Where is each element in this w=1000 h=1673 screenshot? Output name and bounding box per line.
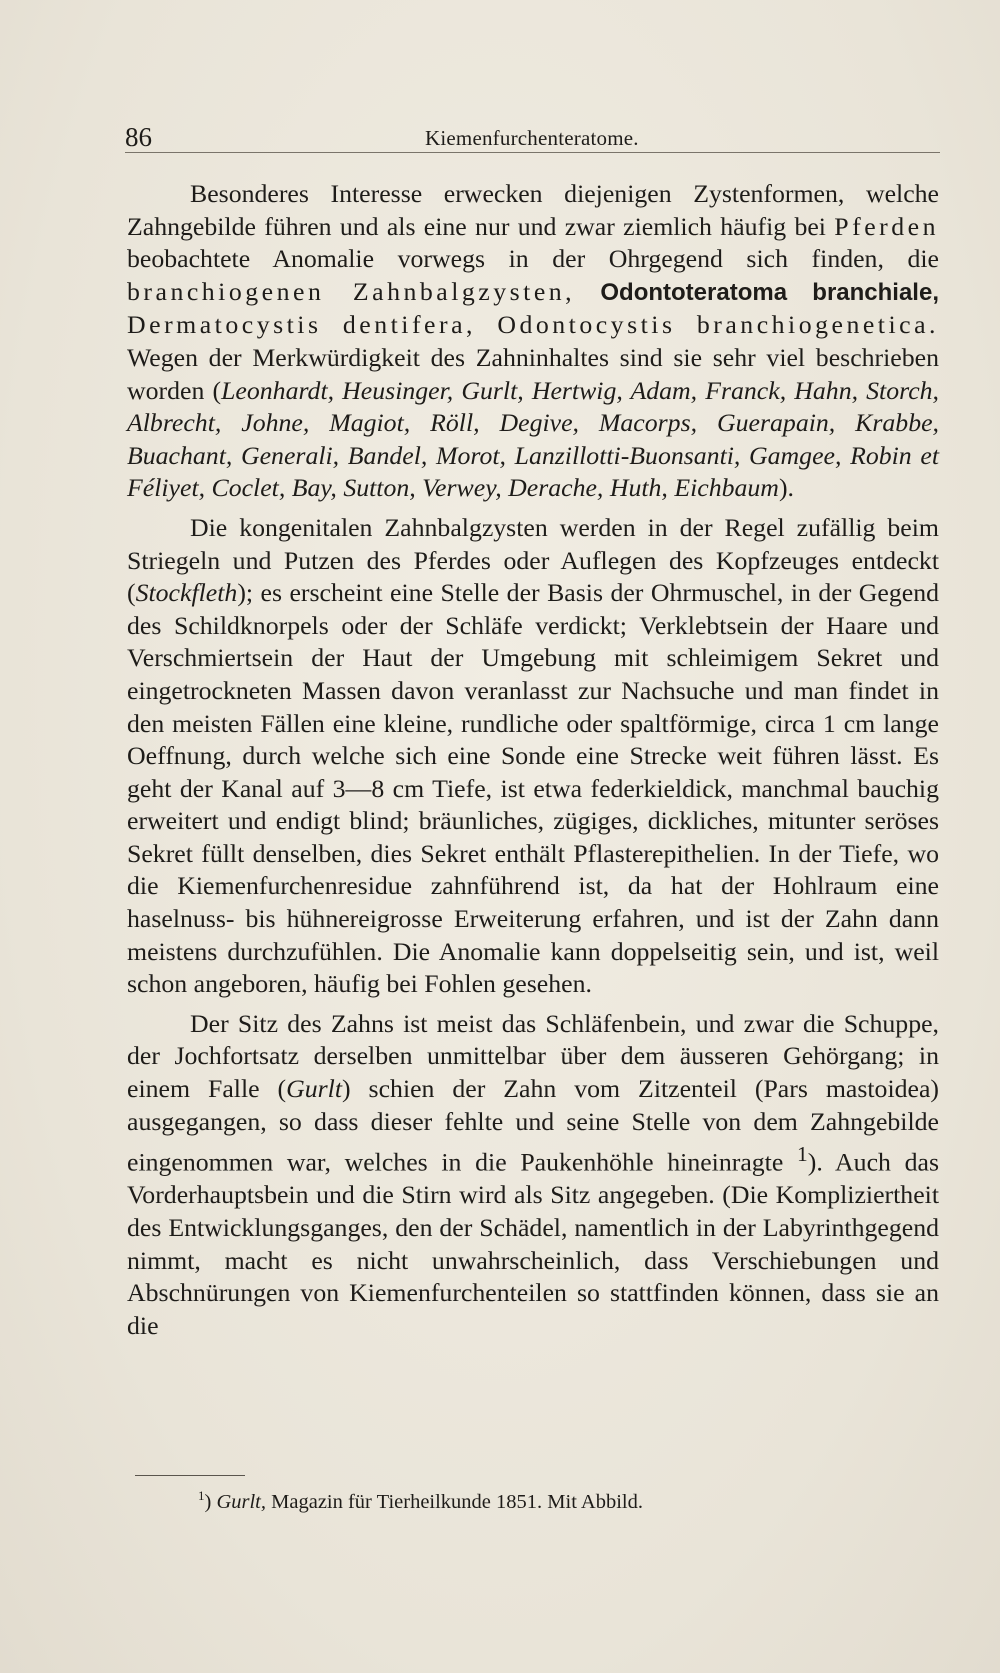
page-number: 86 [125, 122, 152, 152]
text-run: Wegen der Merkwürdigkeit des Zahninhaltes sind sie sehr viel beschrieben worden ( [127, 342, 939, 405]
page-header [125, 122, 940, 153]
footnote-divider [135, 1475, 245, 1476]
footnote-marker: 1 [198, 1488, 205, 1503]
bold-term: Odontoteratoma branchiale, [575, 278, 939, 306]
text-run: Die kongenitalen Zahnbalgzysten werden in der Regel zufällig beim Striegeln und Putzen des Pferdes oder Auflegen des Kopfzeuges entdeckt ( [127, 512, 939, 608]
text-run: ). Auch das Vorderhauptsbein und die Stirn wird als Sitz angegeben. (Die Kompliziertheit des Entwicklungsganges, den der Schädel, namentlich in der Labyrinthgegend nimmt, macht es nicht unwahrscheinlich, dass Verschiebungen und Abschnürungen von Kiemenfurchenteilen so stattfinden können, dass sie an die [127, 1147, 940, 1340]
spaced-term: Dermatocystis dentifera, Odontocystis branchiogenetica. [127, 310, 939, 340]
footnote-author: Gurlt, [216, 1490, 267, 1513]
spaced-term: Pferden [834, 211, 939, 241]
body-text [127, 178, 939, 1349]
author-list: Leonhardt, Heusinger, Gurlt, Hertwig, Adam, Franck, Hahn, Storch, Albrecht, Johne, Magiot, Röll, Degive, Macorps, Guerapain, Krabbe, Buachant, Generali, Bandel, Morot, Lanzillotti-Buonsanti, Gamgee, Robin et Féliyet, Coclet, Bay, Sutton, Verwey, Derache, Huth, Eichbaum [127, 375, 940, 503]
paragraph-1 [127, 178, 939, 505]
text-run: Besonderes Interesse erwecken diejenigen Zystenformen, welche Zahngebilde führen und als eine nur und zwar ziemlich häufig bei [127, 179, 939, 241]
text-run: Der Sitz des Zahns ist meist das Schläfenbein, und zwar die Schuppe, der Jochfortsatz derselben unmittelbar über dem äusseren Gehörgang; in einem Falle ( [127, 1008, 939, 1104]
spaced-term: branchiogenen Zahnbalgzysten, [127, 276, 576, 306]
text-run: ) schien der Zahn vom Zitzenteil (Pars mastoidea) ausgegangen, so dass dieser fehlte und seine Stelle von dem Zahngebilde eingenommen war, welches in die Paukenhöhle hineinragte [127, 1074, 939, 1177]
author-citation: Gurlt [286, 1074, 343, 1104]
text-run: beobachtete Anomalie vorwegs in der Ohrgegend sich finden, die [127, 244, 939, 274]
author-citation: Stockfleth [135, 578, 238, 608]
running-title: Kiemenfurchenteratome. [425, 126, 639, 150]
text-run: ). [778, 473, 794, 503]
footnote-reference[interactable]: 1 [797, 1142, 808, 1167]
paragraph-3 [127, 1008, 939, 1343]
footnote-text: Magazin für Tierheilkunde 1851. Mit Abbild. [266, 1490, 643, 1513]
text-run: ); es erscheint eine Stelle der Basis der Ohrmuschel, in der Gegend des Schildknorpels oder der Schläfe verdickt; Verklebtsein der Haare und Verschmiertsein der Haut der Umgebung mit schleimigem Sekret und eingetrockneten Massen davon veranlasst zur Nachsuche und man findet in den meisten Fällen eine kleine, rundliche oder spaltförmige, circa 1 cm lange Oeffnung, durch welche sich eine Sonde eine Strecke weit führen lässt. Es geht der Kanal auf 3—8 cm Tiefe, ist etwa federkieldick, manchmal bauchig erweitert und endigt blind; bräunliches, zügiges, dickliches, mitunter seröses Sekret füllt denselben, dies Sekret enthält Pflasterepithelien. In der Tiefe, wo die Kiemenfurchenresidue zahnführend ist, da hat der Hohlraum eine haselnuss- bis hühnereigrosse Erweiterung erfahren, und ist der Zahn dann meistens durchzufühlen. Die Anomalie kann doppelseitig sein, und ist, weil schon angeboren, häufig bei Fohlen gesehen. [127, 578, 939, 999]
paragraph-2 [127, 512, 939, 1001]
footnote: $^1$) Gurlt, Magazin für Tierheilkunde 1851. Mit Abbild. [198, 1488, 643, 1513]
